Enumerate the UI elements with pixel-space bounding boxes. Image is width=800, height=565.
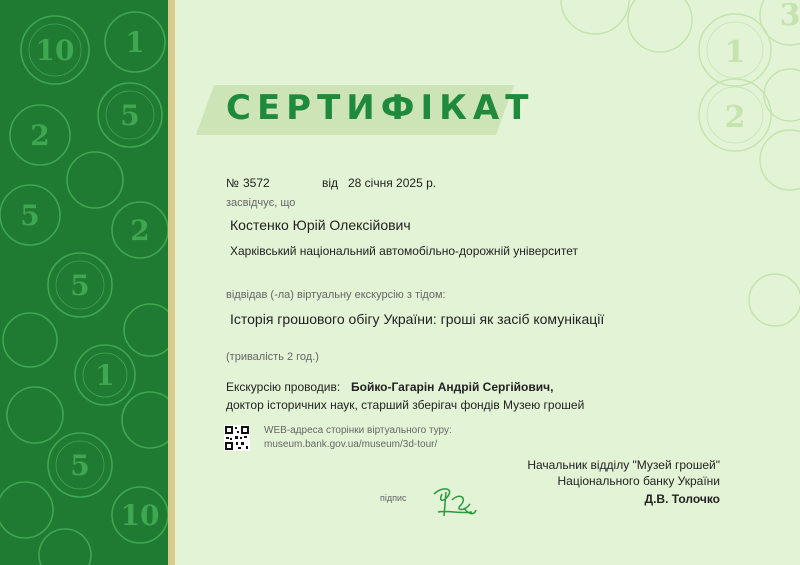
svg-text:3: 3 bbox=[779, 0, 800, 33]
signer-position-2: Національного банку України bbox=[557, 474, 720, 488]
signature-label: підпис bbox=[380, 493, 407, 503]
coin-pattern-icon bbox=[0, 0, 168, 565]
recipient-name: Костенко Юрій Олексійович bbox=[230, 217, 411, 233]
coin-pattern-sidebar bbox=[0, 0, 168, 565]
guide-name: Бойко-Гагарін Андрій Сергійович, bbox=[351, 380, 554, 394]
svg-text:1: 1 bbox=[125, 26, 145, 59]
svg-text:2: 2 bbox=[724, 100, 746, 135]
signer-position-1: Начальник відділу "Музей грошей" bbox=[527, 458, 720, 472]
certifies-label: засвідчує, що bbox=[226, 197, 296, 209]
svg-text:10: 10 bbox=[35, 34, 75, 67]
certificate-number: 3572 bbox=[243, 176, 270, 190]
svg-text:10: 10 bbox=[120, 499, 160, 532]
duration: (тривалість 2 год.) bbox=[226, 351, 319, 363]
svg-text:2: 2 bbox=[30, 119, 50, 152]
svg-text:5: 5 bbox=[120, 99, 140, 132]
date-label: від bbox=[322, 176, 339, 190]
svg-text:1: 1 bbox=[724, 35, 746, 70]
svg-text:2: 2 bbox=[130, 214, 150, 247]
svg-text:1: 1 bbox=[95, 359, 115, 392]
gold-stripe bbox=[168, 0, 175, 565]
visited-label: відвідав (-ла) віртуальну екскурсію з тідом: bbox=[226, 289, 446, 301]
excursion-topic: Історія грошового обігу України: гроші як засіб комунікації bbox=[230, 311, 605, 327]
web-label: WEB-адреса сторінки віртуального туру: bbox=[264, 425, 452, 436]
certificate-title: СЕРТИФІКАТ bbox=[226, 88, 535, 128]
number-label: № bbox=[226, 176, 239, 190]
signature-mark bbox=[428, 482, 480, 522]
svg-text:5: 5 bbox=[20, 199, 40, 232]
qr-code-icon bbox=[224, 425, 250, 451]
signer-name: Д.В. Толочко bbox=[644, 492, 720, 506]
svg-text:5: 5 bbox=[70, 449, 90, 482]
recipient-organization: Харківський національний автомобільно-дорожній університет bbox=[230, 244, 578, 258]
web-url[interactable]: museum.bank.gov.ua/museum/3d-tour/ bbox=[264, 439, 438, 450]
guide-label: Екскурсію проводив: bbox=[226, 380, 341, 394]
guide-title: доктор історичних наук, старший зберігач фондів Музею грошей bbox=[226, 398, 585, 412]
svg-text:5: 5 bbox=[70, 269, 90, 302]
certificate-date: 28 січня 2025 р. bbox=[348, 176, 437, 190]
